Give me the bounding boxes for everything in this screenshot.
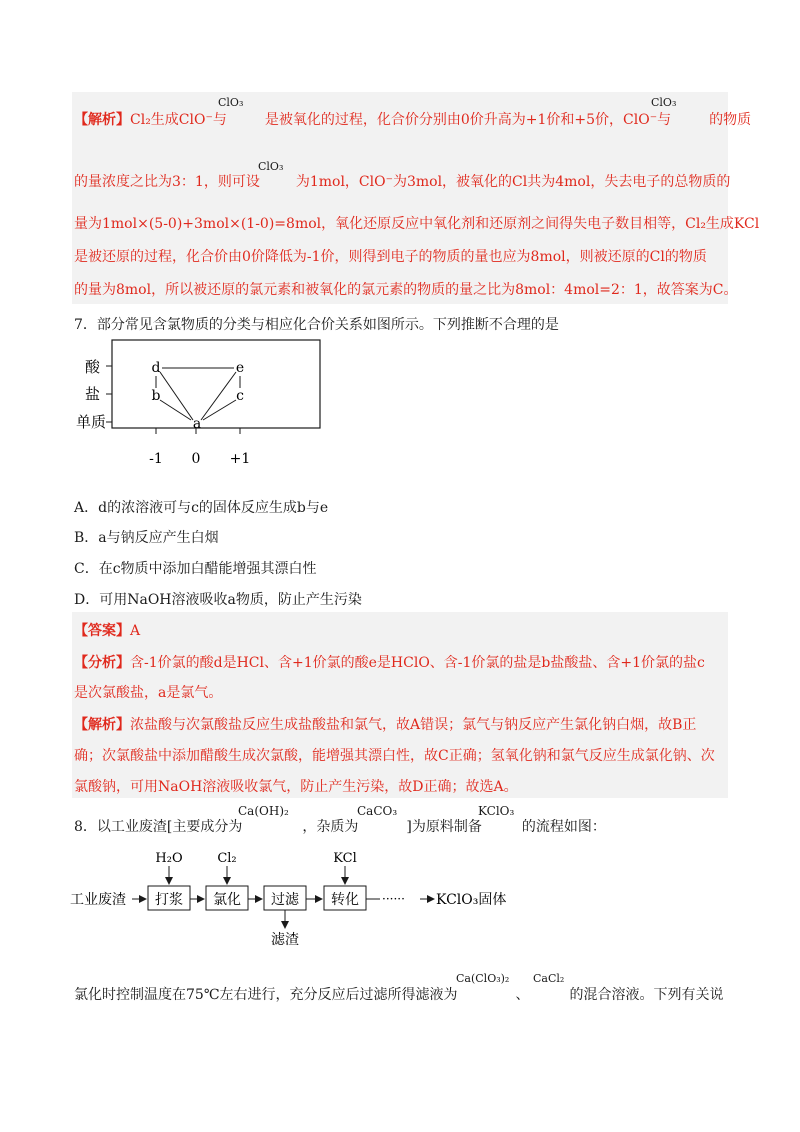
text: 含-1价氯的酸d是HCl、含+1价氯的酸e是HClO、含-1价氯的盐是b盐酸盐、含+1价氯的盐c <box>130 655 705 671</box>
text: 是被氧化的过程，化合价分别由0价升高为+1价和+5价，ClO⁻与 <box>264 112 672 128</box>
point-d: d <box>151 360 161 376</box>
diagram-frame <box>112 340 320 428</box>
text: 的量浓度之比为3：1，则可设 <box>74 174 260 190</box>
q7-diagram <box>70 336 330 476</box>
text: 浓盐酸与次氯酸盐反应生成盐酸盐和氯气，故A错误；氯气与钠反应产生氯化钠白烟，故B正 <box>130 717 697 733</box>
text: 8．以工业废渣[主要成分为 <box>74 819 243 835</box>
x-label-minus1: -1 <box>149 451 163 467</box>
q6-expl-line-2 <box>74 172 730 192</box>
formula-caoh2: Ca(OH)₂ <box>238 804 289 818</box>
text: 氯化时控制温度在75℃左右进行，充分反应后过滤所得滤液为 <box>74 987 458 1003</box>
q7-option-a: A．d的浓溶液可与c的固体反应生成b与e <box>74 500 329 516</box>
flow-step-convert: 转化 <box>331 892 359 908</box>
y-label-salt: 盐 <box>84 385 100 403</box>
flow-start: 工业废渣 <box>70 892 126 908</box>
text: 的混合溶液。下列有关说 <box>569 987 724 1003</box>
q8-flowchart <box>70 848 520 948</box>
explanation-tag: 【解析】 <box>74 112 130 128</box>
text: 的流程如图： <box>521 819 606 835</box>
point-c: c <box>236 388 244 404</box>
q6-expl-line-1 <box>74 110 751 130</box>
formula-clo3: ClO₃ <box>218 96 244 109</box>
flow-step-filter: 过滤 <box>271 892 299 908</box>
y-label-acid: 酸 <box>84 358 100 376</box>
x-label-plus1: +1 <box>229 451 251 467</box>
q7-expl-1 <box>74 715 696 735</box>
answer-value: A <box>130 623 141 639</box>
q7-analysis-2: 是次氯酸盐，a是氯气。 <box>74 685 223 701</box>
formula-caco3: CaCO₃ <box>357 804 398 818</box>
flow-step-slurry: 打浆 <box>155 892 183 908</box>
q6-expl-line-5: 的量为8mol，所以被还原的氯元素和被氧化的氯元素的物质的量之比为8mol：4mol=2：1，故答案为C。 <box>74 282 738 298</box>
edge-e-a <box>201 372 236 420</box>
q7-option-c: C．在c物质中添加白醋能增强其漂白性 <box>74 561 317 577</box>
q7-analysis-1 <box>74 653 705 673</box>
input-kcl: KCl <box>333 851 357 866</box>
q7-option-b: B．a与钠反应产生白烟 <box>74 530 219 546</box>
flow-step-chlorinate: 氯化 <box>213 892 241 908</box>
y-label-element: 单质 <box>75 413 106 431</box>
input-h2o: H₂O <box>155 851 183 866</box>
analysis-tag: 【分析】 <box>74 655 130 671</box>
text: 、 <box>515 987 530 1003</box>
text: Cl₂生成ClO⁻与 <box>130 112 227 128</box>
q7-expl-2: 确；次氯酸盐中添加醋酸生成次氯酸，能增强其漂白性，故C正确；氢氧化钠和氯气反应生成氯化钠、次 <box>74 748 715 764</box>
q7-option-d: D．可用NaOH溶液吸收a物质，防止产生污染 <box>74 592 362 608</box>
formula-cacl2: CaCl₂ <box>533 972 565 985</box>
q7-stem: 7．部分常见含氯物质的分类与相应化合价关系如图所示。下列推断不合理的是 <box>74 317 559 333</box>
input-cl2: Cl₂ <box>217 851 237 866</box>
q7-answer <box>74 621 140 641</box>
q7-solution-panel <box>72 612 728 798</box>
flow-dots: ······ <box>382 892 405 906</box>
point-e: e <box>235 360 245 376</box>
output-residue: 滤渣 <box>271 932 299 948</box>
x-label-0: 0 <box>191 451 201 467</box>
edge-d-a <box>160 372 193 420</box>
formula-clo3: ClO₃ <box>258 160 284 173</box>
q6-expl-line-4: 是被还原的过程，化合价由0价降低为-1价，则得到电子的物质的量也应为8mol，则被还原的Cl的物质 <box>74 249 707 265</box>
formula-caclo32: Ca(ClO₃)₂ <box>456 972 510 985</box>
flow-end: KClO₃固体 <box>436 892 507 908</box>
formula-clo3: ClO₃ <box>651 96 677 109</box>
answer-tag: 【答案】 <box>74 623 130 639</box>
point-b: b <box>151 388 161 404</box>
text: ]为原料制备 <box>406 819 482 835</box>
q6-expl-line-3: 量为1mol×(5-0)+3mol×(1-0)=8mol，氧化还原反应中氧化剂和还原剂之间得失电子数目相等，Cl₂生成KCl <box>74 216 760 232</box>
explanation-tag: 【解析】 <box>74 717 130 733</box>
q7-expl-3: 氯酸钠，可用NaOH溶液吸收氯气，防止产生污染，故D正确；故选A。 <box>74 779 518 795</box>
q8-stem <box>74 817 606 837</box>
text: 的物质 <box>709 112 752 128</box>
text: 为1mol，ClO⁻为3mol，被氧化的Cl共为4mol，失去电子的总物质的 <box>295 174 731 190</box>
q8-last-line <box>74 985 723 1005</box>
text: ，杂质为 <box>302 819 359 835</box>
point-a: a <box>192 416 202 432</box>
formula-kclo3: KClO₃ <box>478 804 515 818</box>
